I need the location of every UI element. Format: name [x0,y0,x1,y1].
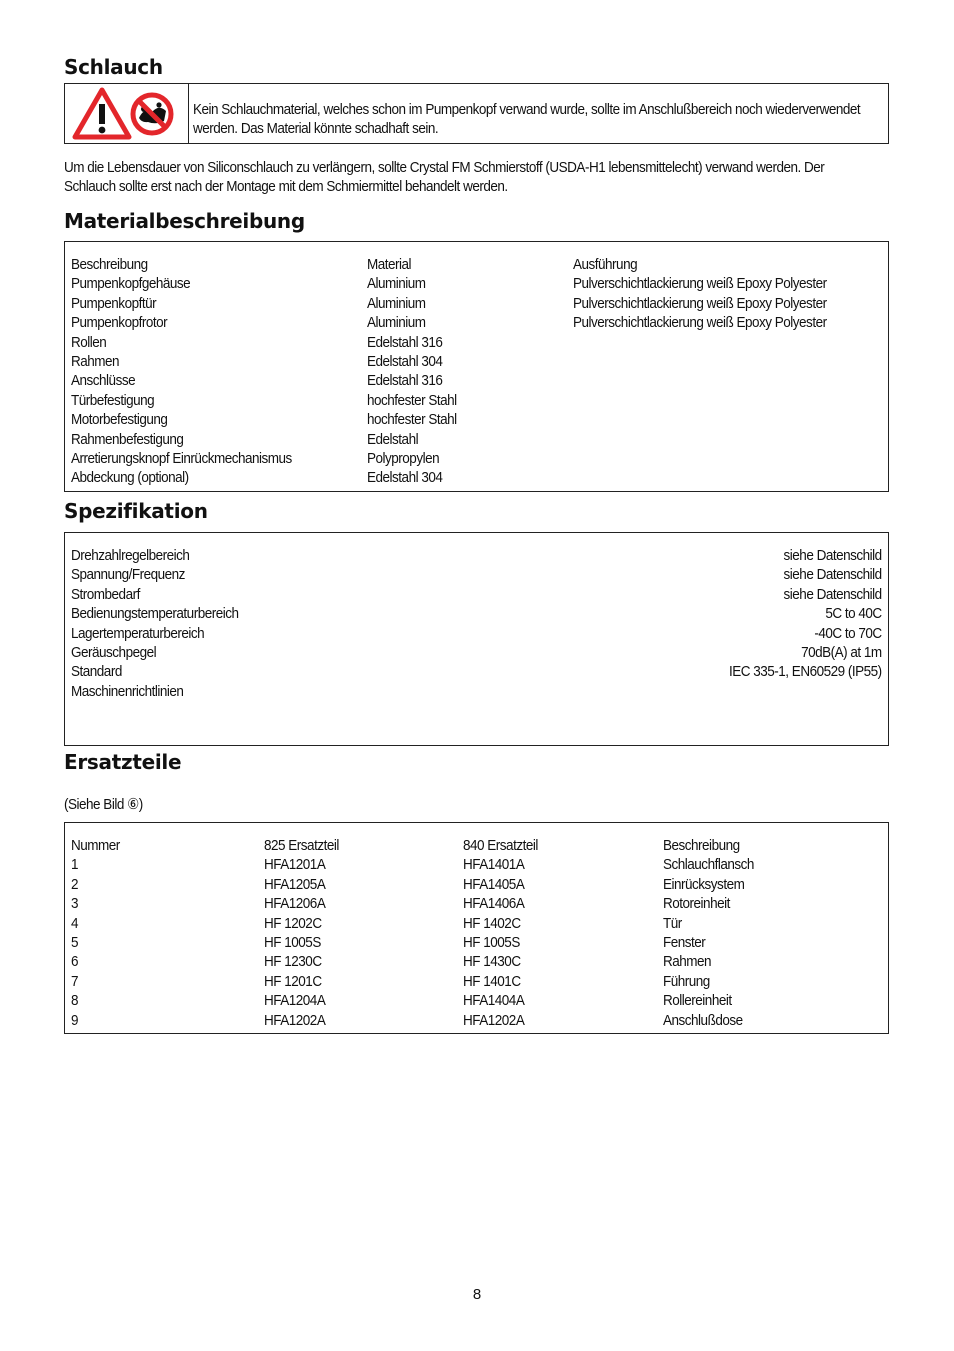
ersatzteile-table [64,822,889,1034]
parts-cell: HFA1404A [463,992,525,1010]
material-cell: Edelstahl 304 [367,353,443,371]
parts-col-825 [264,836,339,1030]
parts-cell: 3 [71,895,79,913]
material-cell: Edelstahl 316 [367,333,443,351]
warning-text-line-1: Kein Schlauchmaterial, welches schon im Pumpenkopf verwand wurde, sollte im Anschlußbereich noch wiederverwendet [193,101,861,118]
intro-line-2: Schlauch sollte erst nach der Montage mit dem Schmiermittel behandelt werden. [64,178,508,196]
parts-cell: HF 1005S [463,934,520,952]
material-cell: Pulverschichtlackierung weiß Epoxy Polyester [573,294,827,312]
material-cell: Pumpenkopfgehäuse [71,275,191,293]
parts-cell: HFA1406A [463,895,525,913]
parts-cell: Tür [663,914,682,932]
parts-cell: HFA1204A [264,992,326,1010]
parts-cell: HFA1401A [463,856,525,874]
material-table [64,241,889,492]
parts-cell: 6 [71,953,79,971]
spec-value: 5C to 40C [825,605,882,623]
material-col-beschreibung [71,255,292,488]
intro-line-1: Um die Lebensdauer von Siliconschlauch zu verlängern, sollte Crystal FM Schmierstoff (USDA-H1 lebensmittelecht) verwand werden. Der [64,159,825,176]
material-header-material: Material [367,256,412,273]
material-cell: Türbefestigung [71,391,155,409]
parts-cell: HF 1201C [264,972,322,990]
parts-cell: 7 [71,972,79,990]
parts-cell: 5 [71,934,79,952]
parts-cell: 1 [71,856,79,874]
material-cell: hochfester Stahl [367,411,457,429]
parts-cell: Rahmen [663,953,712,971]
spec-label: Maschinenrichtlinien [71,682,184,700]
intro-paragraph [64,158,824,197]
parts-cell: Führung [663,972,710,990]
spec-label: Bedienungstemperaturbereich [71,605,239,623]
spec-value: -40C to 70C [814,624,882,642]
section-heading-spezifikation: Spezifikation [64,499,208,523]
material-cell: Rollen [71,333,107,351]
material-header-ausfuehrung: Ausführung [573,256,638,273]
material-cell: Motorbefestigung [71,411,168,429]
parts-cell: HFA1202A [463,1011,525,1029]
parts-cell: 4 [71,914,79,932]
section-heading-schlauch: Schlauch [64,55,163,79]
material-cell: Pumpenkopfrotor [71,314,168,332]
spec-label: Spannung/Frequenz [71,566,185,584]
material-cell: Pumpenkopftür [71,294,157,312]
ersatzteile-note: (Siehe Bild ⑥) [64,796,143,813]
parts-cell: HF 1402C [463,914,521,932]
spec-col-labels [71,546,239,701]
material-cell: Edelstahl 304 [367,469,443,487]
spec-value: siehe Datenschild [783,585,882,603]
parts-cell: 8 [71,992,79,1010]
material-cell: Aluminium [367,275,426,293]
parts-header-840: 840 Ersatzteil [463,837,538,854]
parts-cell: HF 1430C [463,953,521,971]
spec-label: Strombedarf [71,585,140,603]
parts-cell: HFA1201A [264,856,326,874]
parts-cell: HFA1405A [463,875,525,893]
parts-cell: Rollereinheit [663,992,732,1010]
spezifikation-table [64,532,889,746]
material-cell: Edelstahl 316 [367,372,443,390]
material-col-material [367,255,457,488]
parts-cell: HFA1205A [264,875,326,893]
material-cell: Edelstahl [367,430,419,448]
spec-value: siehe Datenschild [783,547,882,564]
spec-label: Drehzahlregelbereich [71,547,190,564]
spec-value: 70dB(A) at 1m [801,644,882,662]
warning-text-line-2: werden. Das Material könnte schadhaft sein. [193,120,439,138]
material-cell: Aluminium [367,314,426,332]
material-cell: Pulverschichtlackierung weiß Epoxy Polyester [573,275,827,293]
parts-cell: HFA1202A [264,1011,326,1029]
page-number: 8 [472,1286,482,1303]
parts-cell: HF 1401C [463,972,521,990]
material-cell: Abdeckung (optional) [71,469,189,487]
warning-box [64,83,889,144]
parts-cell: Fenster [663,934,706,952]
parts-cell: 9 [71,1011,79,1029]
parts-col-beschreibung [663,836,754,1030]
parts-col-nummer [71,836,120,1030]
material-col-ausfuehrung [573,255,827,333]
parts-cell: HF 1202C [264,914,322,932]
spec-value: IEC 335-1, EN60529 (IP55) [729,663,882,681]
section-heading-material: Materialbeschreibung [64,209,305,233]
parts-cell: 2 [71,875,79,893]
no-reuse-icon [129,91,175,137]
material-cell: Polypropylen [367,450,440,468]
parts-header-nummer: Nummer [71,837,120,854]
material-cell: Anschlüsse [71,372,136,390]
spec-col-values [712,546,882,682]
parts-cell: Einrücksystem [663,875,745,893]
material-cell: Rahmen [71,353,120,371]
parts-col-840 [463,836,538,1030]
parts-cell: HFA1206A [264,895,326,913]
parts-cell: HF 1005S [264,934,321,952]
spec-label: Standard [71,663,122,681]
material-header-beschreibung: Beschreibung [71,256,148,273]
parts-cell: Anschlußdose [663,1011,743,1029]
material-cell: Rahmenbefestigung [71,430,184,448]
material-cell: Arretierungsknopf Einrückmechanismus [71,450,292,468]
parts-cell: HF 1230C [264,953,322,971]
spec-label: Lagertemperaturbereich [71,624,205,642]
material-cell: Aluminium [367,294,426,312]
warning-icons [65,84,189,143]
warning-text [193,100,860,139]
material-cell: hochfester Stahl [367,391,457,409]
section-heading-ersatzteile: Ersatzteile [64,750,182,774]
spec-value: siehe Datenschild [783,566,882,584]
material-cell: Pulverschichtlackierung weiß Epoxy Polyester [573,314,827,332]
parts-header-beschreibung: Beschreibung [663,837,740,854]
parts-cell: Schlauchflansch [663,856,754,874]
parts-header-825: 825 Ersatzteil [264,837,339,854]
spec-label: Geräuschpegel [71,644,157,662]
parts-cell: Rotoreinheit [663,895,730,913]
